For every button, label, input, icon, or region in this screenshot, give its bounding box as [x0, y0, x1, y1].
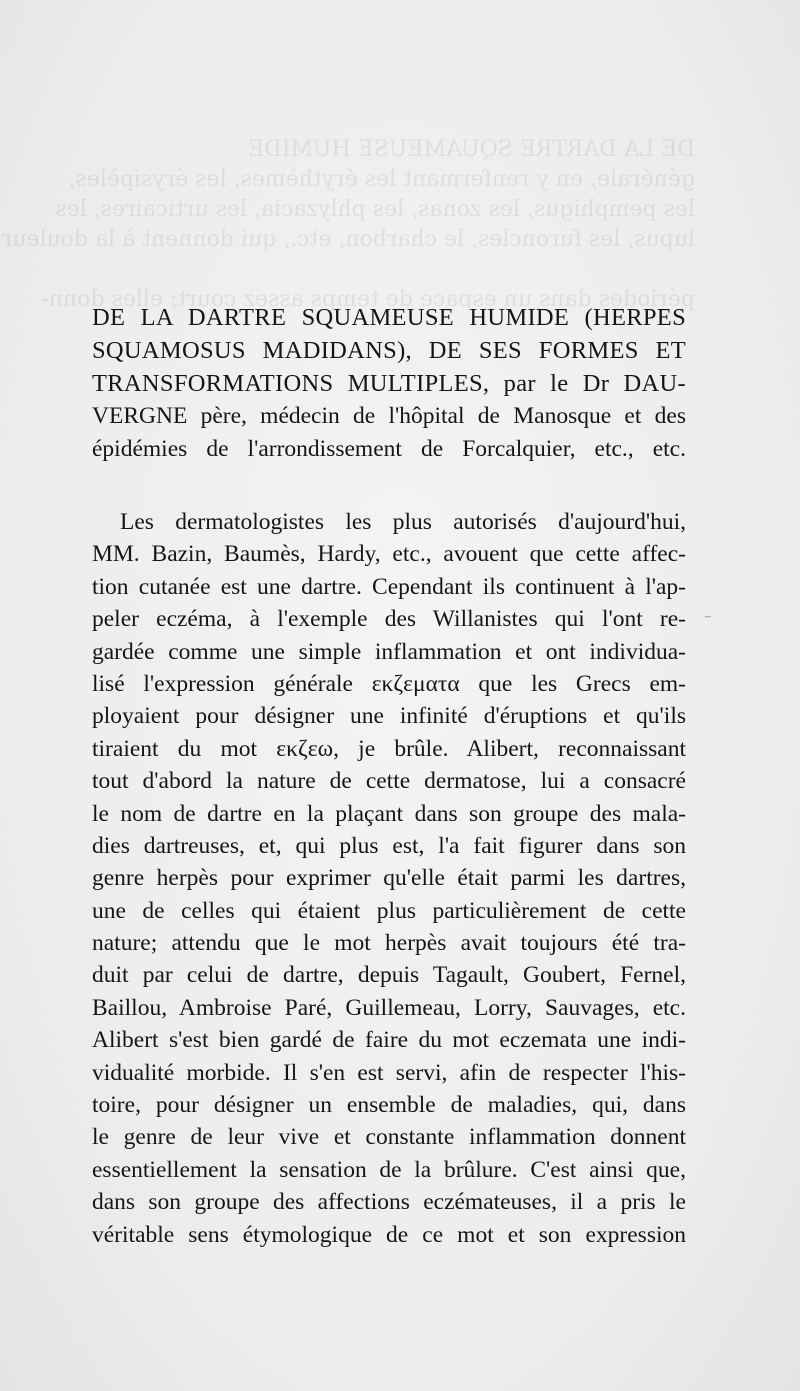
- article-title: [92, 301, 686, 466]
- body-line: vidualité morbide. Il s'en est servi, afin de respecter l'his-: [92, 1059, 686, 1086]
- title-line: DE LA DARTRE SQUAMEUSE HUMIDE (HERPES: [92, 304, 686, 331]
- body-line: peler eczéma, à l'exemple des Willanistes qui l'ont re-: [92, 606, 686, 633]
- body-line: le nom de dartre en la plaçant dans son groupe des mala-: [92, 800, 686, 827]
- body-line: gardée comme une simple inflammation et ont individua-: [92, 638, 686, 665]
- body-line: genre herpès pour exprimer qu'elle était parmi les dartres,: [92, 865, 686, 892]
- body-line: Baillou, Ambroise Paré, Guillemeau, Lorry, Sauvages, etc.: [92, 994, 686, 1021]
- title-line: TRANSFORMATIONS MULTIPLES, par le Dr DAU-: [92, 370, 686, 397]
- title-line: épidémies de l'arrondissement de Forcalquier, etc., etc.: [92, 436, 686, 462]
- body-line: ployaient pour désigner une infinité d'éruptions et qu'ils: [92, 703, 686, 730]
- body-line: Les dermatologistes les plus autorisés d'aujourd'hui,: [120, 509, 686, 535]
- show-through-text: DE LA DARTRE SQUAMEUSE HUMIDE générale, en y renfermant les érythèmes, les érysipèles, les pemphigus, les zonas, les phlyzacia, les urticaires, les lupus, les furoncles, le charbon, etc., qui donnent à la douleur périodes dans un espace de temps assez court; elles donn-: [1, 137, 695, 312]
- body-line: véritable sens étymologique de ce mot et son expression: [92, 1221, 686, 1248]
- body-line: dies dartreuses, et, qui plus est, l'a fait figurer dans son: [92, 832, 686, 859]
- title-line: SQUAMOSUS MADIDANS), DE SES FORMES ET: [92, 337, 686, 364]
- body-line: tout d'abord la nature de cette dermatose, lui a consacré: [92, 768, 686, 795]
- body-line: tion cutanée est une dartre. Cependant ils continuent à l'ap-: [92, 573, 686, 600]
- body-line: MM. Bazin, Baumès, Hardy, etc., avouent que cette affec-: [92, 541, 686, 568]
- body-line: une de celles qui étaient plus particulièrement de cette: [92, 897, 686, 924]
- body-line: toire, pour désigner un ensemble de maladies, qui, dans: [92, 1092, 686, 1119]
- title-line: VERGNE père, médecin de l'hôpital de Manosque et des: [92, 403, 686, 429]
- margin-mark: ~: [703, 612, 712, 623]
- body-line: tiraient du mot εκζεω, je brûle. Alibert, reconnaissant: [92, 735, 686, 762]
- body-line: Alibert s'est bien gardé de faire du mot eczemata une indi-: [92, 1027, 686, 1054]
- body-line: nature; attendu que le mot herpès avait toujours été tra-: [92, 930, 686, 957]
- body-paragraph: [92, 506, 686, 1251]
- body-line: duit par celui de dartre, depuis Tagault, Goubert, Fernel,: [92, 962, 686, 989]
- body-line: essentiellement la sensation de la brûlure. C'est ainsi que,: [92, 1156, 686, 1183]
- body-line: le genre de leur vive et constante inflammation donnent: [92, 1124, 686, 1151]
- body-line: lisé l'expression générale εκζεματα que les Grecs em-: [92, 670, 686, 697]
- body-line: dans son groupe des affections eczémateuses, il a pris le: [92, 1189, 686, 1216]
